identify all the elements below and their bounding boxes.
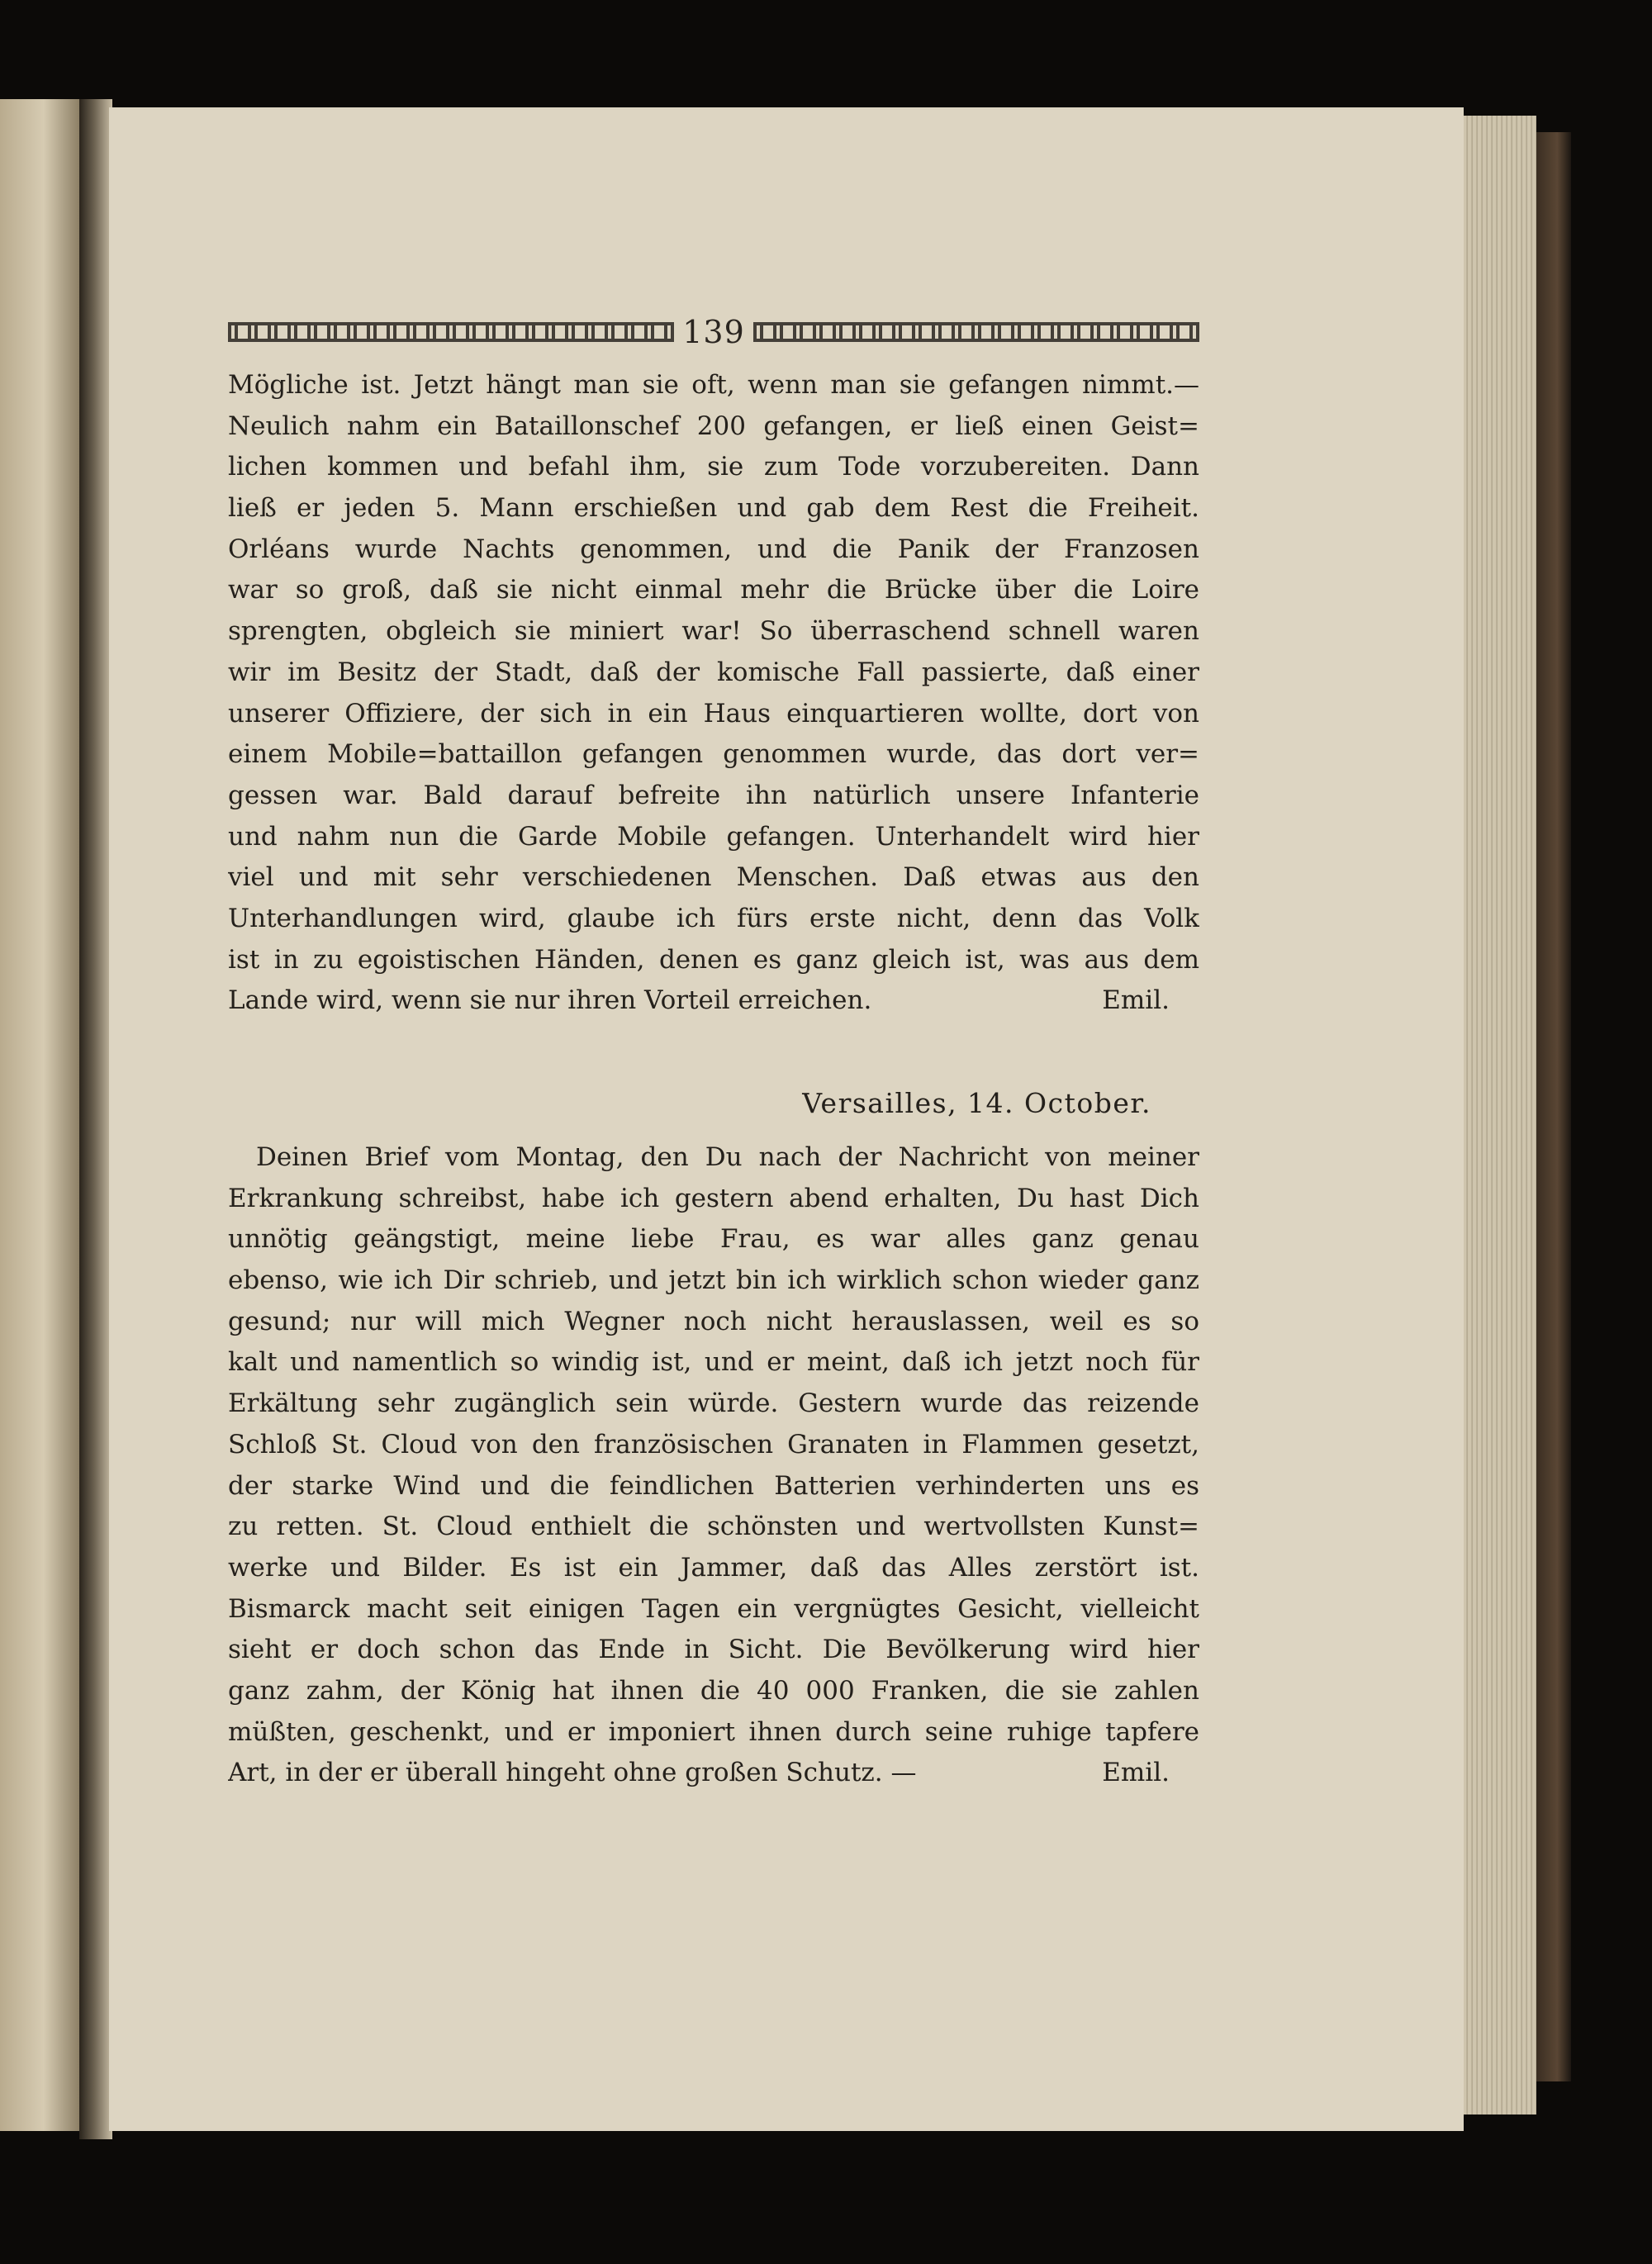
text-line: unnötig geängstigt, meine liebe Frau, es war alles ganz genau (228, 1224, 1199, 1255)
ornamental-border-right (753, 322, 1199, 342)
text-line: und nahm nun die Garde Mobile gefangen. Unterhandelt wird hier (228, 821, 1199, 852)
text-line: Deinen Brief vom Montag, den Du nach der Nachricht von meiner (256, 1142, 1199, 1172)
text-line: viel und mit sehr verschiedenen Menschen. Daß etwas aus den (228, 862, 1199, 893)
page-header (228, 307, 1199, 357)
text-line: gesund; nur will mich Wegner noch nicht herauslassen, weil es so (228, 1306, 1199, 1336)
text-line: ist in zu egoistischen Händen, denen es ganz gleich ist, was aus dem (228, 944, 1199, 975)
previous-page-edge (0, 99, 79, 2131)
text-line: war so groß, daß sie nicht einmal mehr die Brücke über die Loire (228, 575, 1199, 605)
book-cover-edge (1536, 132, 1571, 2081)
closing-text: Art, in der er überall hingeht ohne großen Schutz. — (228, 1758, 917, 1788)
text-line: Erkrankung schreibst, habe ich gestern abend erhalten, Du hast Dich (228, 1183, 1199, 1213)
text-line: müßten, geschenkt, und er imponiert ihnen durch seine ruhige tapfere (228, 1716, 1199, 1747)
closing-line (228, 1753, 1199, 1794)
closing-text: Lande wird, wenn sie nur ihren Vorteil erreichen. (228, 985, 872, 1016)
text-line: werke und Bilder. Es ist ein Jammer, daß das Alles zerstört ist. (228, 1552, 1199, 1583)
text-line: unserer Offiziere, der sich in ein Haus einquartieren wollte, dort von (228, 698, 1199, 729)
text-line: Neulich nahm ein Bataillonschef 200 gefangen, er ließ einen Geist= (228, 411, 1199, 441)
text-line: lichen kommen und befahl ihm, sie zum Tode vorzubereiten. Dann (228, 452, 1199, 482)
dateline: Versailles, 14. October. (802, 1087, 1151, 1119)
text-line: Mögliche ist. Jetzt hängt man sie oft, wenn man sie gefangen nimmt.— (228, 370, 1199, 400)
text-line: sprengten, obgleich sie miniert war! So überraschend schnell waren (228, 616, 1199, 647)
text-line: einem Mobile=battaillon gefangen genommen wurde, das dort ver= (228, 739, 1199, 770)
text-line: wir im Besitz der Stadt, daß der komische Fall passierte, daß einer (228, 657, 1199, 687)
text-line: gessen war. Bald darauf befreite ihn natürlich unsere Infanterie (228, 780, 1199, 810)
letter-2 (228, 1137, 1199, 1794)
text-line: Bismarck macht seit einigen Tagen ein vergnügtes Gesicht, vielleicht (228, 1593, 1199, 1624)
text-line: kalt und namentlich so windig ist, und er meint, daß ich jetzt noch für (228, 1347, 1199, 1378)
book-gutter (79, 99, 112, 2139)
signature: Emil. (1102, 1758, 1170, 1788)
ornamental-border-left (228, 322, 674, 342)
text-line: Unterhandlungen wird, glaube ich fürs erste nicht, denn das Volk (228, 903, 1199, 933)
page-stack-edge (1464, 116, 1536, 2114)
text-line: der starke Wind und die feindlichen Batterien verhinderten uns es (228, 1470, 1199, 1501)
text-line: ganz zahm, der König hat ihnen die 40 000 Franken, die sie zahlen (228, 1675, 1199, 1706)
text-line: sieht er doch schon das Ende in Sicht. Die Bevölkerung wird hier (228, 1635, 1199, 1665)
closing-line (228, 980, 1199, 1022)
text-line: Schloß St. Cloud von den französischen Granaten in Flammen gesetzt, (228, 1429, 1199, 1459)
text-line: zu retten. St. Cloud enthielt die schönsten und wertvollsten Kunst= (228, 1512, 1199, 1542)
text-line: Erkältung sehr zugänglich sein würde. Gestern wurde das reizende (228, 1388, 1199, 1419)
text-line: Orléans wurde Nachts genommen, und die Panik der Franzosen (228, 534, 1199, 564)
letter-1 (228, 365, 1199, 1022)
text-line: ebenso, wie ich Dir schrieb, und jetzt bin ich wirklich schon wieder ganz (228, 1265, 1199, 1296)
text-line: ließ er jeden 5. Mann erschießen und gab dem Rest die Freiheit. (228, 493, 1199, 524)
page-number: 139 (682, 314, 745, 350)
signature: Emil. (1102, 985, 1170, 1016)
